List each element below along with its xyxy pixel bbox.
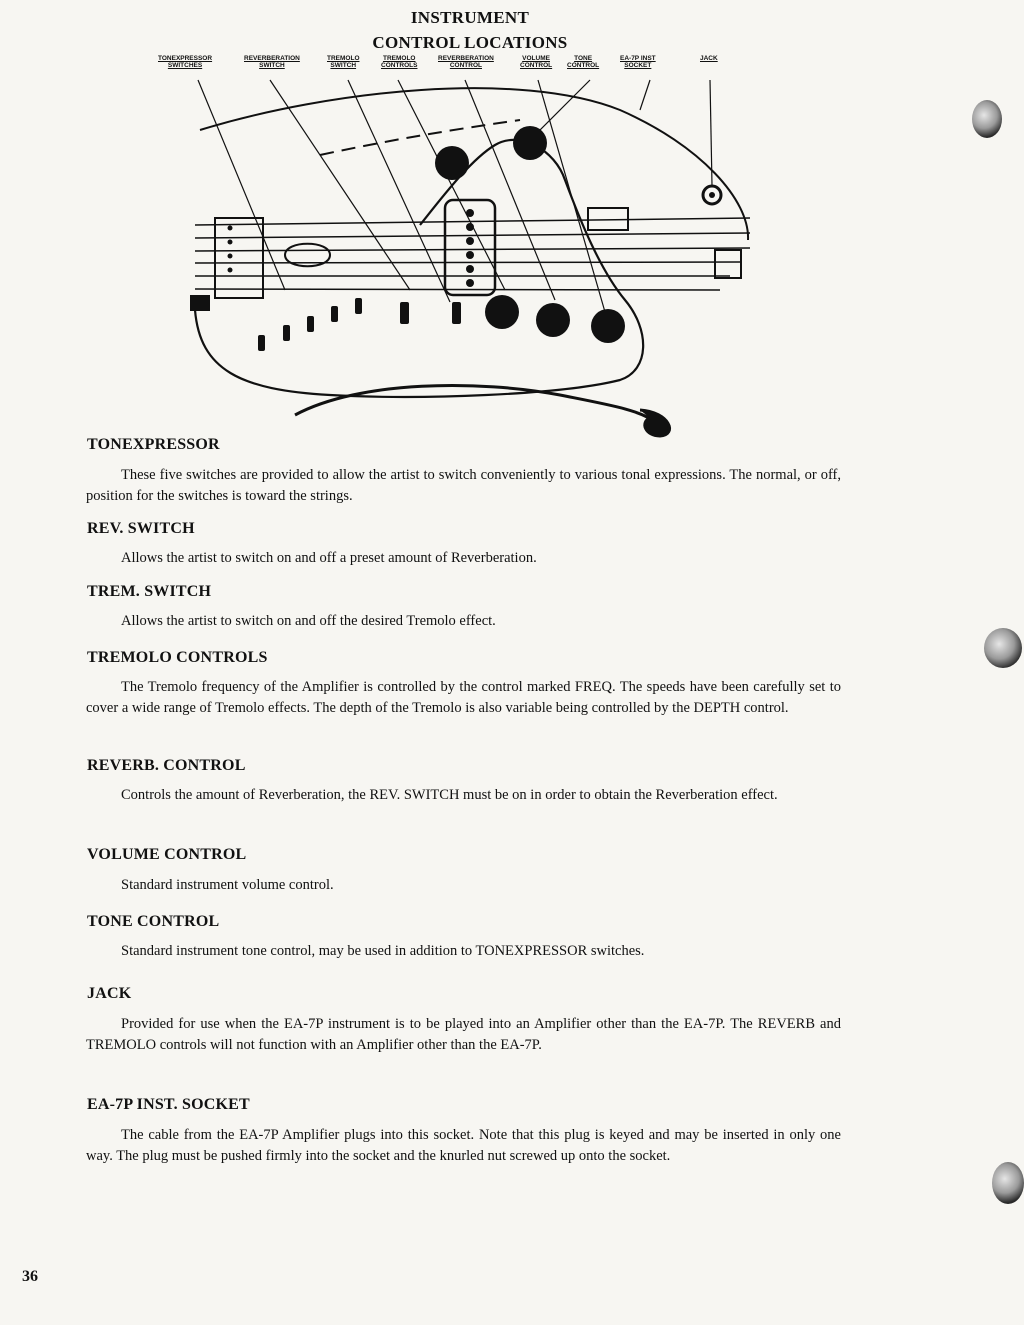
page-number: 36 bbox=[22, 1268, 38, 1285]
guitar-control-diagram bbox=[0, 50, 1024, 440]
heading-inst-socket: EA-7P INST. SOCKET bbox=[87, 1096, 250, 1113]
body-inst-socket: The cable from the EA-7P Amplifier plugs into this socket. Note that this plug is keyed and may be inserted in only one way. The plug must be pushed firmly into the socket and the knurled nut screwed up onto the socket. bbox=[86, 1127, 841, 1164]
callout-tone-control: TONE CONTROL bbox=[567, 55, 600, 69]
binder-hole-top bbox=[972, 100, 1002, 138]
heading-volume-control: VOLUME CONTROL bbox=[87, 846, 247, 863]
callout-reverberation-control: REVERBERATION CONTROL bbox=[438, 55, 494, 69]
heading-tonexpressor: TONEXPRESSOR bbox=[87, 436, 220, 453]
body-jack: Provided for use when the EA-7P instrument is to be played into an Amplifier other than the EA-7P. The REVERB and TREMOLO controls will not function with an Amplifier other than the EA-7P. bbox=[86, 1016, 841, 1053]
heading-jack: JACK bbox=[87, 985, 132, 1002]
callout-jack: JACK bbox=[700, 55, 718, 62]
body-tonexpressor: These five switches are provided to allow the artist to switch conveniently to various tonal expressions. The normal, or off, position for the switches is toward the strings. bbox=[86, 467, 841, 504]
callout-tremolo-controls: TREMOLO CONTROLS bbox=[381, 55, 418, 69]
callout-inst-socket: EA-7P INST SOCKET bbox=[620, 55, 656, 69]
tonexpressor-switch-graphics bbox=[258, 298, 461, 351]
callout-tonexpressor-switches: TONEXPRESSOR SWITCHES bbox=[158, 55, 213, 69]
callout-tremolo-switch: TREMOLO SWITCH bbox=[327, 55, 360, 69]
binding-line bbox=[320, 120, 520, 155]
heading-tremolo-controls: TREMOLO CONTROLS bbox=[87, 649, 268, 666]
heading-trem-switch: TREM. SWITCH bbox=[87, 583, 212, 600]
callout-reverberation-switch: REVERBERATION SWITCH bbox=[244, 55, 300, 69]
body-tremolo-controls: The Tremolo frequency of the Amplifier is controlled by the control marked FREQ. The speeds have been carefully set to cover a wide range of Tremolo effects. The depth of the Tremolo is also variable being controlled by the DEPTH control. bbox=[86, 679, 841, 716]
body-rev-switch: Allows the artist to switch on and off a preset amount of Reverberation. bbox=[121, 550, 537, 566]
callout-volume-control: VOLUME CONTROL bbox=[520, 55, 553, 69]
diagram-title-line2: CONTROL LOCATIONS bbox=[372, 33, 568, 52]
body-upper-outline bbox=[200, 88, 748, 240]
binder-hole-bottom bbox=[992, 1162, 1024, 1204]
body-tone-control: Standard instrument tone control, may be used in addition to TONEXPRESSOR switches. bbox=[121, 943, 645, 959]
body-reverb-control: Controls the amount of Reverberation, the REV. SWITCH must be on in order to obtain the Reverberation effect. bbox=[121, 787, 778, 803]
heading-rev-switch: REV. SWITCH bbox=[87, 520, 195, 537]
binder-hole-middle bbox=[984, 628, 1022, 668]
body-volume-control: Standard instrument volume control. bbox=[121, 877, 334, 893]
f-hole bbox=[295, 385, 655, 422]
diagram-title-line1: INSTRUMENT bbox=[410, 8, 530, 27]
heading-reverb-control: REVERB. CONTROL bbox=[87, 757, 246, 774]
tailpiece bbox=[715, 250, 741, 278]
body-trem-switch: Allows the artist to switch on and off the desired Tremolo effect. bbox=[121, 613, 496, 629]
neck-pickup bbox=[215, 218, 263, 298]
heading-tone-control: TONE CONTROL bbox=[87, 913, 220, 930]
